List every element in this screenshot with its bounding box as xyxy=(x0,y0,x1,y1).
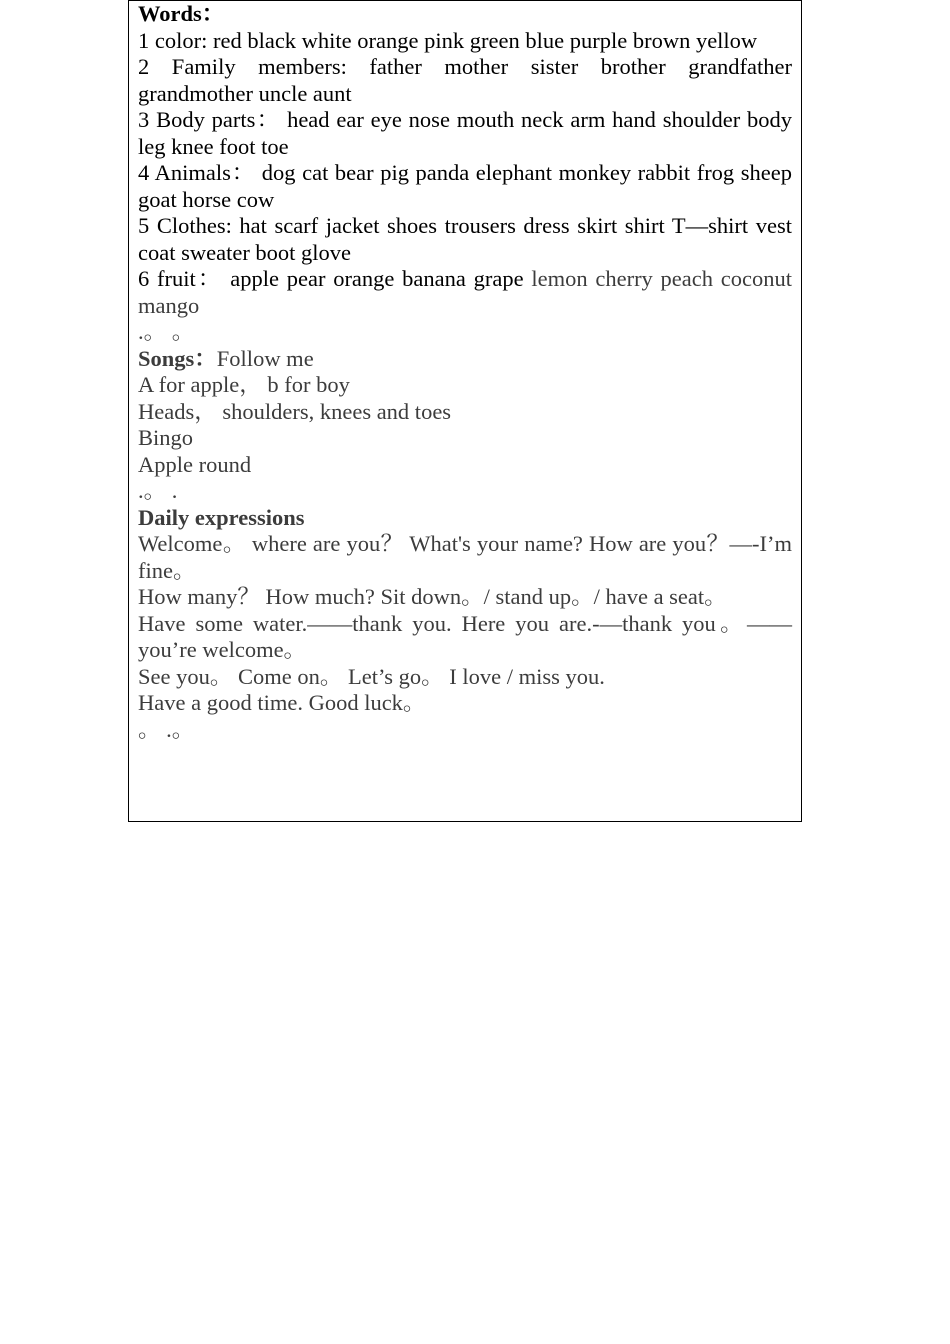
songs-separator: .。 . xyxy=(138,478,178,503)
words-line-body: 3 Body parts： head ear eye nose mouth neck arm hand shoulder body leg knee foot toe xyxy=(138,107,792,159)
words-separator: .。 。 xyxy=(138,319,195,344)
words-heading: Words： xyxy=(138,1,225,26)
daily-line: Have a good time. Good luck。 xyxy=(138,690,426,715)
daily-heading: Daily expressions xyxy=(138,504,305,530)
fruit-gray-text: lemon cherry peach coconut mango xyxy=(138,266,792,318)
song-follow-me: Follow me xyxy=(216,345,314,371)
content-box xyxy=(128,0,802,822)
daily-line: See you。 Come on。 Let’s go。 I love / miss you. xyxy=(138,663,605,689)
songs-heading-line xyxy=(138,346,792,373)
words-line-fruit xyxy=(138,266,792,319)
words-line-family: 2 Family members: father mother sister brother grandfather grandmother uncle aunt xyxy=(138,54,792,106)
words-line-animals: 4 Animals： dog cat bear pig panda elephant monkey rabbit frog sheep goat horse cow xyxy=(138,160,792,212)
fruit-black-text: 6 fruit： apple pear orange banana grape xyxy=(138,266,524,291)
song-item: Apple round xyxy=(138,451,252,477)
daily-separator: 。 .。 xyxy=(138,716,195,742)
daily-line: Welcome。 where are you？ What's your name? How are you？—-I’m fine。 xyxy=(138,531,792,583)
words-line-color: 1 color: red black white orange pink green blue purple brown yellow xyxy=(138,27,758,53)
song-item: A for apple， b for boy xyxy=(138,372,350,397)
song-item: Bingo xyxy=(138,425,194,450)
songs-heading: Songs： xyxy=(138,345,217,371)
daily-line: How many？ How much? Sit down。/ stand up。/ have a seat。 xyxy=(138,584,727,609)
song-item: Heads， shoulders, knees and toes xyxy=(138,398,452,424)
daily-line: Have some water.——thank you. Here you are.-—thank you。—— you’re welcome。 xyxy=(138,610,792,662)
words-line-clothes: 5 Clothes: hat scarf jacket shoes trousers dress skirt shirt T—shirt vest coat sweater boot glove xyxy=(138,213,792,265)
